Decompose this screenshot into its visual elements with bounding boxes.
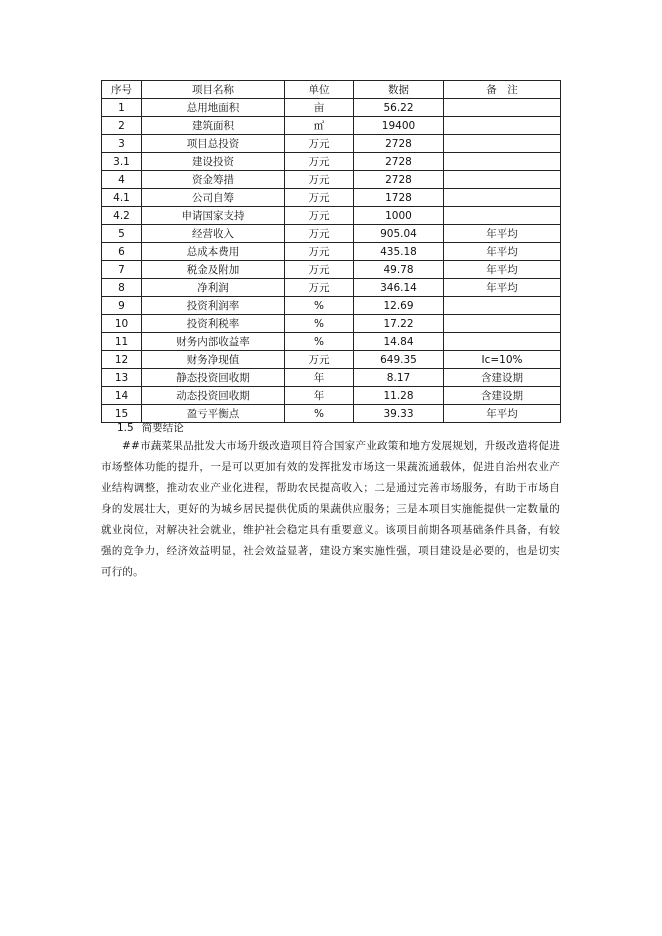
cell-name: 静态投资回收期 [142,369,285,387]
cell-note: Ic=10% [444,351,561,369]
cell-no: 4 [102,171,142,189]
cell-unit: 亩 [285,99,354,117]
cell-note: 年平均 [444,261,561,279]
table-row [102,153,561,171]
cell-note [444,207,561,225]
cell-no: 4.1 [102,189,142,207]
cell-value: 17.22 [354,315,444,333]
cell-value: 346.14 [354,279,444,297]
section-title: 简要结论 [141,422,184,434]
header-no: 序号 [102,81,142,99]
cell-note: 年平均 [444,279,561,297]
table-body [102,99,561,423]
cell-unit: 万元 [285,261,354,279]
cell-no: 4.2 [102,207,142,225]
cell-no: 14 [102,387,142,405]
header-name: 项目名称 [142,81,285,99]
table-row [102,189,561,207]
cell-note: 含建设期 [444,369,561,387]
table-row [102,297,561,315]
table-row [102,279,561,297]
cell-no: 1 [102,99,142,117]
cell-no: 6 [102,243,142,261]
cell-unit: ㎡ [285,117,354,135]
cell-name: 公司自筹 [142,189,285,207]
header-value: 数据 [354,81,444,99]
cell-value: 39.33 [354,405,444,423]
cell-note [444,135,561,153]
cell-no: 7 [102,261,142,279]
cell-name: 财务净现值 [142,351,285,369]
cell-name: 建设投资 [142,153,285,171]
cell-name: 经营收入 [142,225,285,243]
cell-unit: 万元 [285,189,354,207]
table-row [102,171,561,189]
cell-name: 财务内部收益率 [142,333,285,351]
cell-no: 8 [102,279,142,297]
cell-note [444,99,561,117]
cell-no: 3 [102,135,142,153]
cell-unit: 年 [285,369,354,387]
cell-name: 动态投资回收期 [142,387,285,405]
cell-name: 建筑面积 [142,117,285,135]
cell-name: 净利润 [142,279,285,297]
cell-note [444,297,561,315]
cell-no: 2 [102,117,142,135]
cell-note [444,189,561,207]
cell-note [444,315,561,333]
cell-value: 2728 [354,153,444,171]
table-row [102,207,561,225]
table-row [102,333,561,351]
table-row [102,99,561,117]
cell-unit: % [285,333,354,351]
conclusion-paragraph [101,436,560,583]
cell-unit: 万元 [285,135,354,153]
cell-name: 盈亏平衡点 [142,405,285,423]
cell-value: 649.35 [354,351,444,369]
cell-value: 2728 [354,135,444,153]
table-row [102,225,561,243]
cell-value: 19400 [354,117,444,135]
cell-value: 56.22 [354,99,444,117]
cell-value: 49.78 [354,261,444,279]
section-heading [117,421,184,435]
table-row [102,315,561,333]
cell-no: 10 [102,315,142,333]
cell-note [444,153,561,171]
cell-no: 12 [102,351,142,369]
cell-value: 1000 [354,207,444,225]
table-row [102,117,561,135]
cell-no: 15 [102,405,142,423]
cell-no: 3.1 [102,153,142,171]
cell-value: 11.28 [354,387,444,405]
table-row [102,387,561,405]
table-row [102,405,561,423]
conclusion-text: ##市蔬菜果品批发大市场升级改造项目符合国家产业政策和地方发展规划，升级改造将促进市场整体功能的提升，一是可以更加有效的发挥批发市场这一果蔬流通载体，促进自治州农业产业结构调整，推动农业产业化进程，帮助农民提高收入；二是通过完善市场服务，有助于市场自身的发展壮大，更好的为城乡居民提供优质的果蔬供应服务；三是本项目实施能提供一定数量的就业岗位，对解决社会就业，维护社会稳定具有重要意义。该项目前期各项基础条件具备，有较强的竞争力，经济效益明显，社会效益显著，建设方案实施性强，项目建设是必要的，也是切实可行的。 [101,440,560,578]
table-row [102,135,561,153]
cell-value: 2728 [354,171,444,189]
cell-name: 总成本费用 [142,243,285,261]
cell-name: 申请国家支持 [142,207,285,225]
cell-note: 含建设期 [444,387,561,405]
cell-unit: 万元 [285,351,354,369]
cell-no: 9 [102,297,142,315]
cell-unit: 万元 [285,153,354,171]
cell-name: 资金筹措 [142,171,285,189]
header-unit: 单位 [285,81,354,99]
cell-no: 5 [102,225,142,243]
cell-note [444,117,561,135]
cell-unit: % [285,315,354,333]
cell-value: 1728 [354,189,444,207]
table-row [102,369,561,387]
cell-value: 435.18 [354,243,444,261]
section-number: 1.5 [117,422,134,434]
cell-name: 总用地面积 [142,99,285,117]
cell-value: 14.84 [354,333,444,351]
table-row [102,261,561,279]
cell-note: 年平均 [444,405,561,423]
cell-unit: 万元 [285,279,354,297]
cell-unit: 万元 [285,171,354,189]
cell-no: 13 [102,369,142,387]
cell-no: 11 [102,333,142,351]
cell-value: 8.17 [354,369,444,387]
cell-unit: 万元 [285,243,354,261]
header-note: 备 注 [444,81,561,99]
cell-note: 年平均 [444,243,561,261]
cell-unit: 万元 [285,225,354,243]
cell-name: 项目总投资 [142,135,285,153]
table-row [102,351,561,369]
cell-unit: % [285,405,354,423]
project-summary-table [101,80,561,423]
cell-note: 年平均 [444,225,561,243]
cell-note [444,333,561,351]
cell-name: 税金及附加 [142,261,285,279]
cell-unit: % [285,297,354,315]
table-header-row [102,81,561,99]
cell-name: 投资利税率 [142,315,285,333]
cell-value: 905.04 [354,225,444,243]
cell-note [444,171,561,189]
cell-unit: 万元 [285,207,354,225]
cell-value: 12.69 [354,297,444,315]
cell-name: 投资利润率 [142,297,285,315]
cell-unit: 年 [285,387,354,405]
table-row [102,243,561,261]
